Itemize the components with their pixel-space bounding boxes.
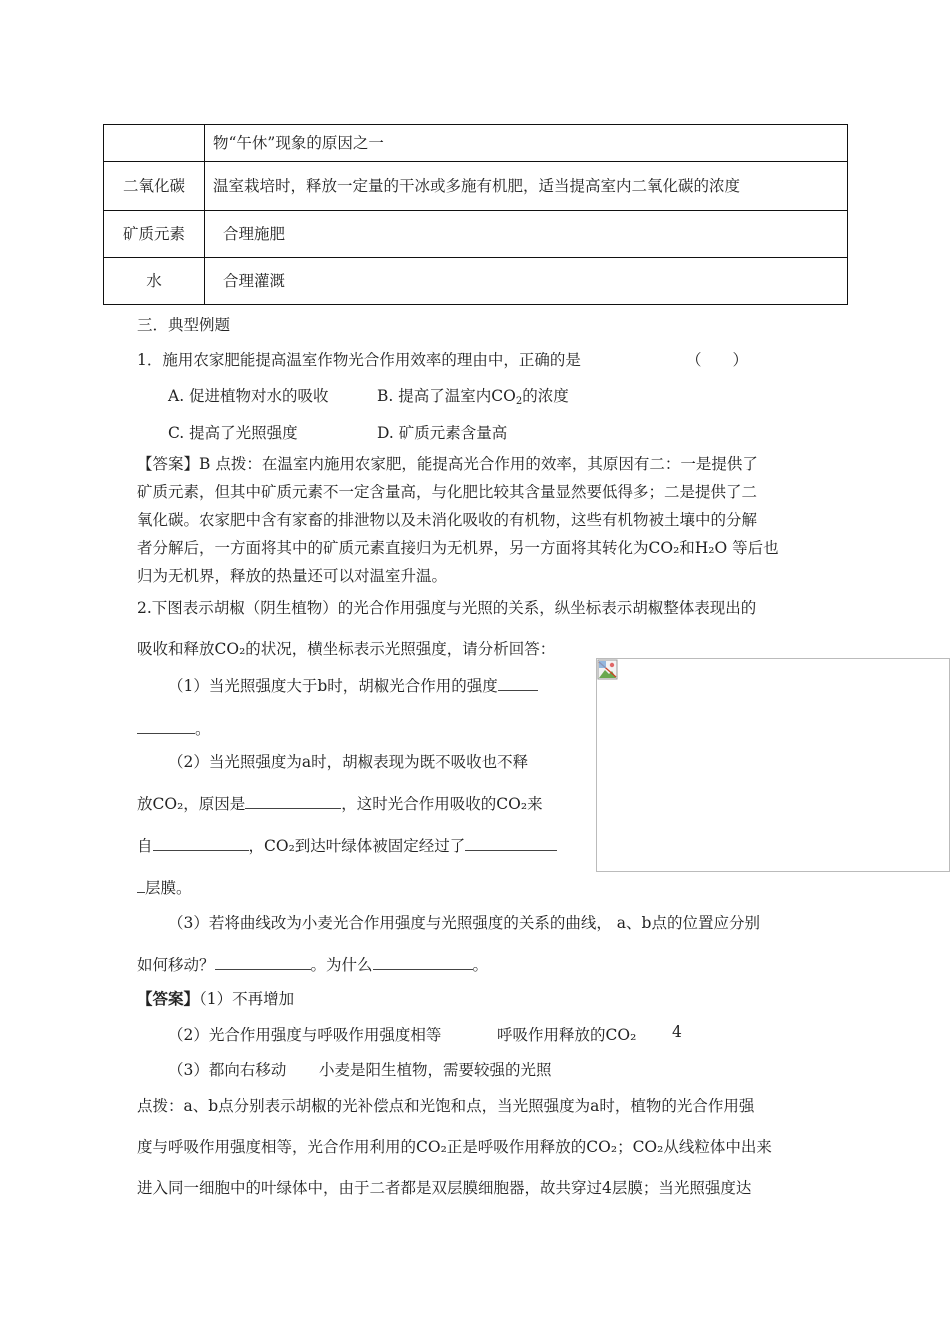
q2-answer-3: （3）都向右移动 [168,1061,287,1079]
q1-option-d: D. 矿质元素含量高 [377,424,508,442]
answer-blank [498,676,538,691]
q1-answer-paren: （ ） [686,351,749,369]
table-cell-measure: 物“午休”现象的原因之一 [205,125,848,162]
section-title: 三．典型例题 [137,316,231,334]
table-cell-measure: 合理灌溉 [205,258,848,305]
q2-part2-text: ，CO₂到达叶绿体被固定经过了 [248,837,466,855]
q2-part3-text: 。 [472,956,489,974]
q2-stem: 吸收和释放CO₂的状况，横坐标表示光照强度，请分析回答： [137,640,556,658]
table-cell-factor: 水 [104,258,205,305]
table-row [104,258,848,305]
q1-option-b [377,384,569,407]
answer-blank [137,719,195,734]
q2-part1-cont [137,717,211,739]
table-row [104,162,848,211]
table-cell-factor [104,125,205,162]
q2-part2-text: 自 [137,837,153,855]
table-cell-measure: 温室栽培时，释放一定量的干冰或多施有机肥，适当提高室内二氧化碳的浓度 [205,162,848,211]
q1-answer-line: 【答案】B 点拨：在温室内施用农家肥，能提高光合作用的效率，其原因有二：一是提供了 [137,455,758,473]
q2-part2-line4 [137,876,192,898]
q2-part1 [168,674,538,696]
q2-part3: （3）若将曲线改为小麦光合作用强度与光照强度的关系的曲线， a、b点的位置应分别 [168,914,760,932]
q2-tip-line: 进入同一细胞中的叶绿体中，由于二者都是双层膜细胞器，故共穿过4层膜；当光照强度达 [137,1179,752,1197]
table-cell-factor: 二氧化碳 [104,162,205,211]
q2-part2-text: ，这时光合作用吸收的CO₂来 [341,795,543,813]
q2-part1-text: （1）当光照强度大于b时，胡椒光合作用的强度 [168,677,498,695]
q1-option-b-text-end: 的浓度 [522,387,569,405]
q1-answer-line: 矿质元素，但其中矿质元素不一定含量高，与化肥比较其含量显然要低得多；二是提供了二 [137,483,758,501]
table-cell-factor: 矿质元素 [104,211,205,258]
figure-image-placeholder [596,658,950,872]
table-row [104,211,848,258]
q1-option-c: C. 提高了光照强度 [168,424,298,442]
q1-answer-line: 归为无机界，释放的热量还可以对温室升温。 [137,567,448,585]
q2-answer-1: （1）不再增加 [199,990,295,1008]
factor-measure-table [103,124,848,305]
answer-label: 【答案】 [137,989,200,1008]
q2-answer-2: （2）光合作用强度与呼吸作用强度相等 [168,1026,442,1044]
answer-blank [465,836,557,851]
q1-option-a: A. 促进植物对水的吸收 [168,387,329,405]
q1-answer-line: 者分解后，一方面将其中的矿质元素直接归为无机界，另一方面将其转化为CO₂和H₂O 等后也 [137,539,779,557]
q2-answer [137,987,294,1009]
table-row [104,125,848,162]
q1-stem: 1．施用农家肥能提高温室作物光合作用效率的理由中，正确的是 [137,351,581,369]
answer-blank [373,955,473,970]
q2-tip-line: 点拨：a、b点分别表示胡椒的光补偿点和光饱和点，当光照强度为a时，植物的光合作用强 [137,1097,755,1115]
answer-blank [137,878,145,893]
q1-option-b-sub: 2 [515,396,523,407]
q2-stem: 2.下图表示胡椒（阴生植物）的光合作用强度与光照的关系，纵坐标表示胡椒整体表现出的 [137,599,757,617]
q1-option-b-text: B. 提高了温室内CO [377,387,516,405]
q2-answer-3b: 小麦是阳生植物，需要较强的光照 [319,1061,552,1079]
q2-part2-text: 层膜。 [145,879,192,897]
q1-answer-line: 氧化碳。农家肥中含有家畜的排泄物以及未消化吸收的有机物，这些有机物被土壤中的分解 [137,511,758,529]
table-cell-measure: 合理施肥 [205,211,848,258]
q2-part3-text: 如何移动？ [137,956,215,974]
q2-part3-text: 。为什么 [310,956,373,974]
q2-part1-end: 。 [195,720,211,738]
answer-blank [215,955,311,970]
q2-answer-2c: 4 [672,1023,682,1041]
q2-part2: （2）当光照强度为a时，胡椒表现为既不吸收也不释 [168,753,529,771]
q2-part3-line2 [137,953,488,975]
q2-part2-line2 [137,792,543,814]
q2-part2-text: 放CO₂，原因是 [137,795,246,813]
answer-blank [153,836,249,851]
q2-tip-line: 度与呼吸作用强度相等，光合作用利用的CO₂正是呼吸作用释放的CO₂；CO₂从线粒体中出来 [137,1138,772,1156]
answer-blank [245,794,341,809]
q2-part2-line3 [137,834,557,856]
q2-answer-2b: 呼吸作用释放的CO₂ [497,1026,637,1044]
broken-image-icon [597,659,619,681]
